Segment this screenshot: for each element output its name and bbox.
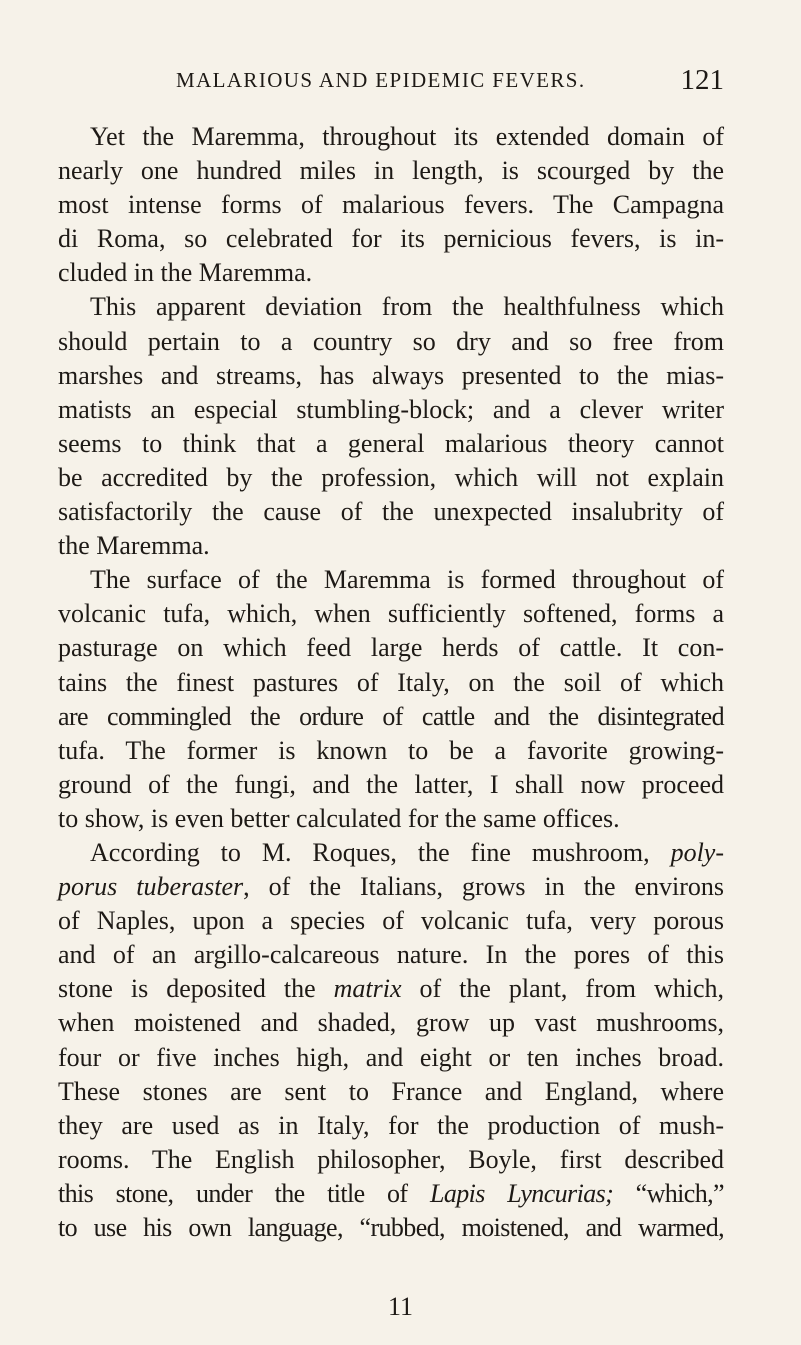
text-line: of Naples, upon a species of volcanic tufa, very porous — [58, 906, 724, 936]
text-line: marshes and streams, has always presented to the mias- — [58, 360, 724, 390]
italic-text: Lapis Lyncurias; — [429, 1178, 614, 1208]
text-line — [58, 972, 724, 1006]
text-line: most intense forms of malarious fevers. The Campagna — [58, 190, 724, 220]
text-line: be accredited by the profession, which will not explain — [58, 462, 724, 492]
text-line: matists an especial stumbling-block; and a clever writer — [58, 394, 724, 424]
text-line: pasturage on which feed large herds of cattle. It con- — [58, 633, 724, 663]
text-run: According to M. Roques, the fine mushroom, — [90, 837, 671, 867]
italic-text: matrix — [333, 974, 402, 1004]
text-line: rooms. The English philosopher, Boyle, first described — [58, 1144, 724, 1174]
text-line: the Maremma. — [58, 531, 210, 561]
text-line: di Roma, so celebrated for its pernicious fevers, is in- — [58, 224, 724, 254]
text-run: “which,” — [613, 1178, 724, 1208]
text-line: seems to think that a general malarious theory cannot — [58, 428, 724, 458]
italic-text: poly- — [670, 837, 724, 867]
text-run: , of the Italians, grows in the environs — [243, 872, 725, 902]
running-head — [58, 60, 724, 100]
text-run: this stone, under the title of — [58, 1178, 430, 1208]
text-line: they are used as in Italy, for the production of mush- — [58, 1110, 724, 1140]
text-line: to use his own language, “rubbed, moistened, and warmed, — [58, 1213, 724, 1242]
page-number: 121 — [680, 63, 724, 96]
text-line — [58, 870, 724, 904]
text-line: nearly one hundred miles in length, is scourged by the — [58, 156, 724, 186]
italic-text: porus tuberaster — [58, 872, 244, 902]
text-line: volcanic tufa, which, when sufficiently softened, forms a — [58, 599, 724, 629]
body-text — [58, 120, 724, 1245]
text-line: ground of the fungi, and the latter, I shall now proceed — [58, 769, 724, 799]
text-line: This apparent deviation from the healthfulness which — [90, 292, 724, 322]
text-line: These stones are sent to France and England, where — [58, 1076, 724, 1106]
text-line: The surface of the Maremma is formed throughout of — [90, 565, 724, 595]
text-line: when moistened and shaded, grow up vast mushrooms, — [58, 1008, 724, 1038]
text-line: tains the finest pastures of Italy, on the soil of which — [58, 667, 724, 697]
text-line — [58, 836, 724, 870]
text-line: and of an argillo-calcareous nature. In the pores of this — [58, 940, 724, 970]
text-line: satisfactorily the cause of the unexpected insalubrity of — [58, 497, 724, 527]
text-line: are commingled the ordure of cattle and the disintegrated — [58, 701, 724, 731]
text-line: Yet the Maremma, throughout its extended domain of — [90, 122, 724, 151]
text-line: four or five inches high, and eight or ten inches broad. — [58, 1042, 724, 1072]
text-line: to show, is even better calculated for the same offices. — [58, 803, 620, 833]
text-line: should pertain to a country so dry and so free from — [58, 326, 724, 356]
signature-mark: 11 — [387, 1292, 414, 1321]
text-run: of the plant, from which, — [401, 974, 724, 1004]
text-line: tufa. The former is known to be a favorite growing- — [58, 735, 724, 765]
text-run: stone is deposited the — [58, 974, 334, 1004]
running-title: MALARIOUS AND EPIDEMIC FEVERS. — [176, 67, 586, 92]
text-line: cluded in the Maremma. — [58, 258, 313, 288]
text-line — [58, 1177, 724, 1211]
